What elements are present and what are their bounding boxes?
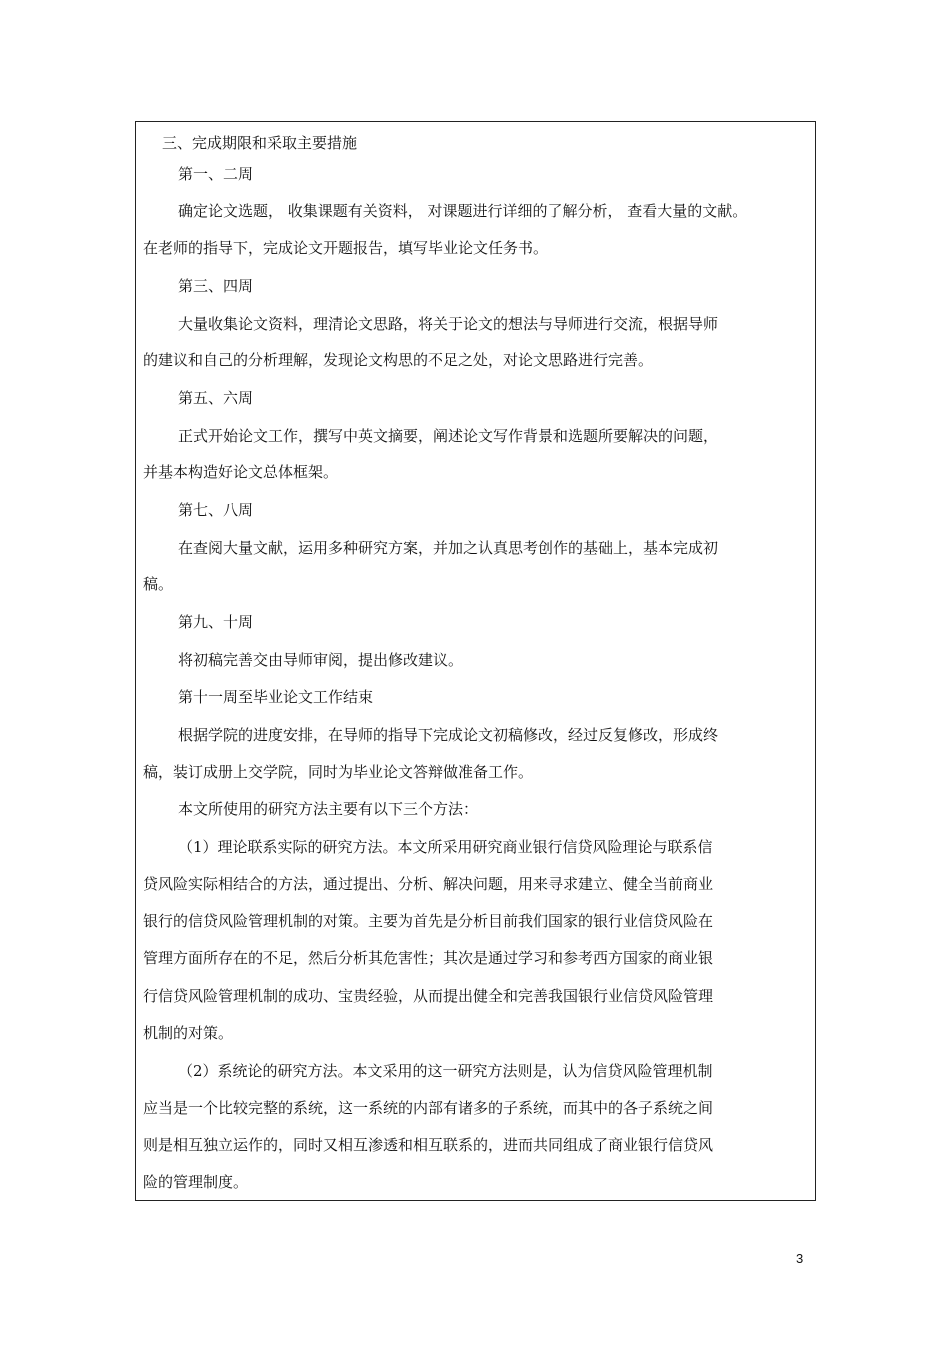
method-text: 银行的信贷风险管理机制的对策。主要为首先是分析目前我们国家的银行业信贷风险在: [143, 912, 714, 930]
schedule-text: 大量收集论文资料，理清论文思路，将关于论文的想法与导师进行交流，根据导师: [178, 315, 719, 333]
schedule-text: 正式开始论文工作，撰写中英文摘要，阐述论文写作背景和选题所要解决的问题，: [178, 427, 719, 445]
method-text: 贷风险实际相结合的方法，通过提出、分析、解决问题，用来寻求建立、健全当前商业: [143, 875, 714, 893]
schedule-period: 第七、八周: [178, 501, 254, 519]
method-text: （2）系统论的研究方法。本文采用的这一研究方法则是，认为信贷风险管理机制: [178, 1062, 713, 1080]
method-text: 险的管理制度。: [143, 1173, 249, 1191]
schedule-period: 第一、二周: [178, 165, 254, 183]
schedule-text: 确定论文选题， 收集课题有关资料， 对课题进行详细的了解分析， 查看大量的文献。: [178, 202, 748, 220]
methods-intro: 本文所使用的研究方法主要有以下三个方法：: [178, 800, 479, 818]
schedule-period: 第九、十周: [178, 613, 254, 631]
schedule-text: 在老师的指导下，完成论文开题报告，填写毕业论文任务书。: [143, 239, 549, 257]
method-text: （1）理论联系实际的研究方法。本文所采用研究商业银行信贷风险理论与联系信: [178, 838, 713, 856]
schedule-period: 第五、六周: [178, 389, 254, 407]
schedule-period: 第三、四周: [178, 277, 254, 295]
schedule-text: 在查阅大量文献，运用多种研究方案，并加之认真思考创作的基础上，基本完成初: [178, 539, 719, 557]
method-text: 机制的对策。: [143, 1024, 234, 1042]
schedule-text: 的建议和自己的分析理解，发现论文构思的不足之处，对论文思路进行完善。: [143, 351, 654, 369]
section-heading: 三、完成期限和采取主要措施: [162, 134, 358, 152]
method-text: 则是相互独立运作的，同时又相互渗透和相互联系的，进而共同组成了商业银行信贷风: [143, 1136, 714, 1154]
schedule-text: 稿，装订成册上交学院，同时为毕业论文答辩做准备工作。: [143, 763, 534, 781]
schedule-text: 并基本构造好论文总体框架。: [143, 463, 339, 481]
method-text: 行信贷风险管理机制的成功、宝贵经验，从而提出健全和完善我国银行业信贷风险管理: [143, 987, 714, 1005]
schedule-period: 第十一周至毕业论文工作结束: [178, 688, 374, 706]
schedule-text: 稿。: [143, 575, 174, 593]
method-text: 应当是一个比较完整的系统，这一系统的内部有诸多的子系统，而其中的各子系统之间: [143, 1099, 714, 1117]
page-number: 3: [796, 1251, 804, 1266]
method-text: 管理方面所存在的不足，然后分析其危害性；其次是通过学习和参考西方国家的商业银: [143, 949, 714, 967]
schedule-text: 将初稿完善交由导师审阅，提出修改建议。: [178, 651, 464, 669]
schedule-text: 根据学院的进度安排，在导师的指导下完成论文初稿修改，经过反复修改，形成终: [178, 726, 719, 744]
